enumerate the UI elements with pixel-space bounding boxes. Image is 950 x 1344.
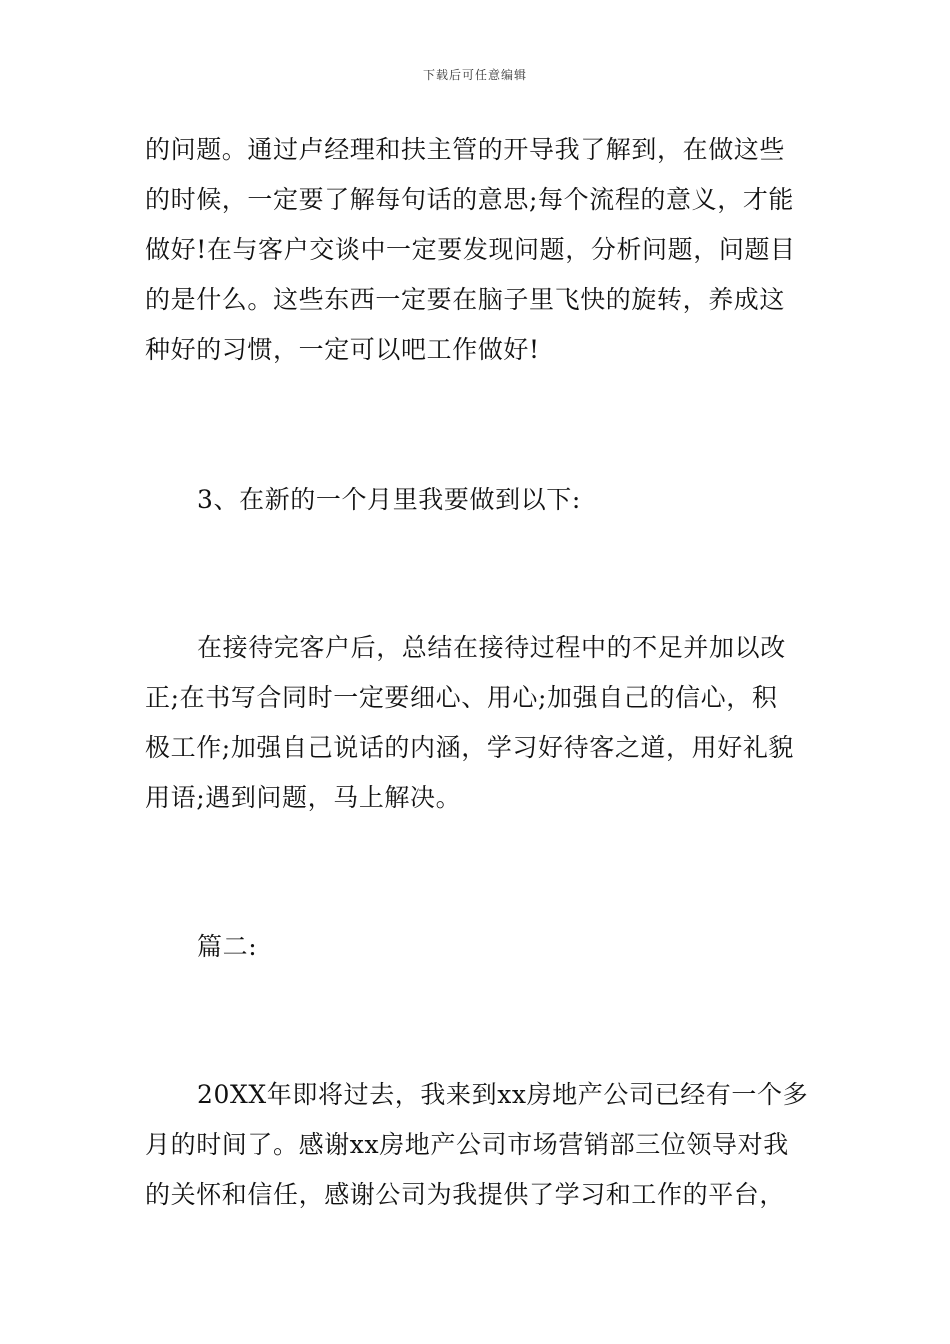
page-header: 下载后可任意编辑: [422, 68, 527, 82]
text-line: 的关怀和信任，感谢公司为我提供了学习和工作的平台，: [145, 1180, 786, 1209]
text-line: 种好的习惯，一定可以吧工作做好!: [145, 335, 540, 364]
paragraph-problem-solving: [145, 125, 810, 375]
text-line: 月的时间了。感谢xx房地产公司市场营销部三位领导对我: [145, 1130, 789, 1159]
text-line: 的时候，一定要了解每句话的意思;每个流程的意义，才能: [145, 185, 795, 214]
text-line: 的是什么。这些东西一定要在脑子里飞快的旋转，养成这: [145, 285, 786, 314]
text-line: 正;在书写合同时一定要细心、用心;加强自己的信心，积: [145, 683, 778, 712]
text-line: 篇二:: [197, 932, 258, 961]
section-heading-part-two: [145, 922, 810, 972]
text-line: 的问题。通过卢经理和扶主管的开导我了解到，在做这些: [145, 135, 786, 164]
paragraph-goals: [145, 623, 810, 823]
text-line: 3、在新的一个月里我要做到以下:: [197, 485, 581, 514]
paragraph-intro-part-two: [145, 1070, 810, 1220]
text-line: 在接待完客户后，总结在接待过程中的不足并加以改: [197, 633, 786, 662]
section-heading-3: [145, 475, 810, 525]
text-line: 20XX年即将过去，我来到xx房地产公司已经有一个多: [197, 1080, 809, 1109]
text-line: 极工作;加强自己说话的内涵，学习好待客之道，用好礼貌: [145, 733, 795, 762]
text-line: 用语;遇到问题，马上解决。: [145, 783, 462, 812]
text-line: 做好!在与客户交谈中一定要发现问题，分析问题，问题目: [145, 235, 796, 264]
